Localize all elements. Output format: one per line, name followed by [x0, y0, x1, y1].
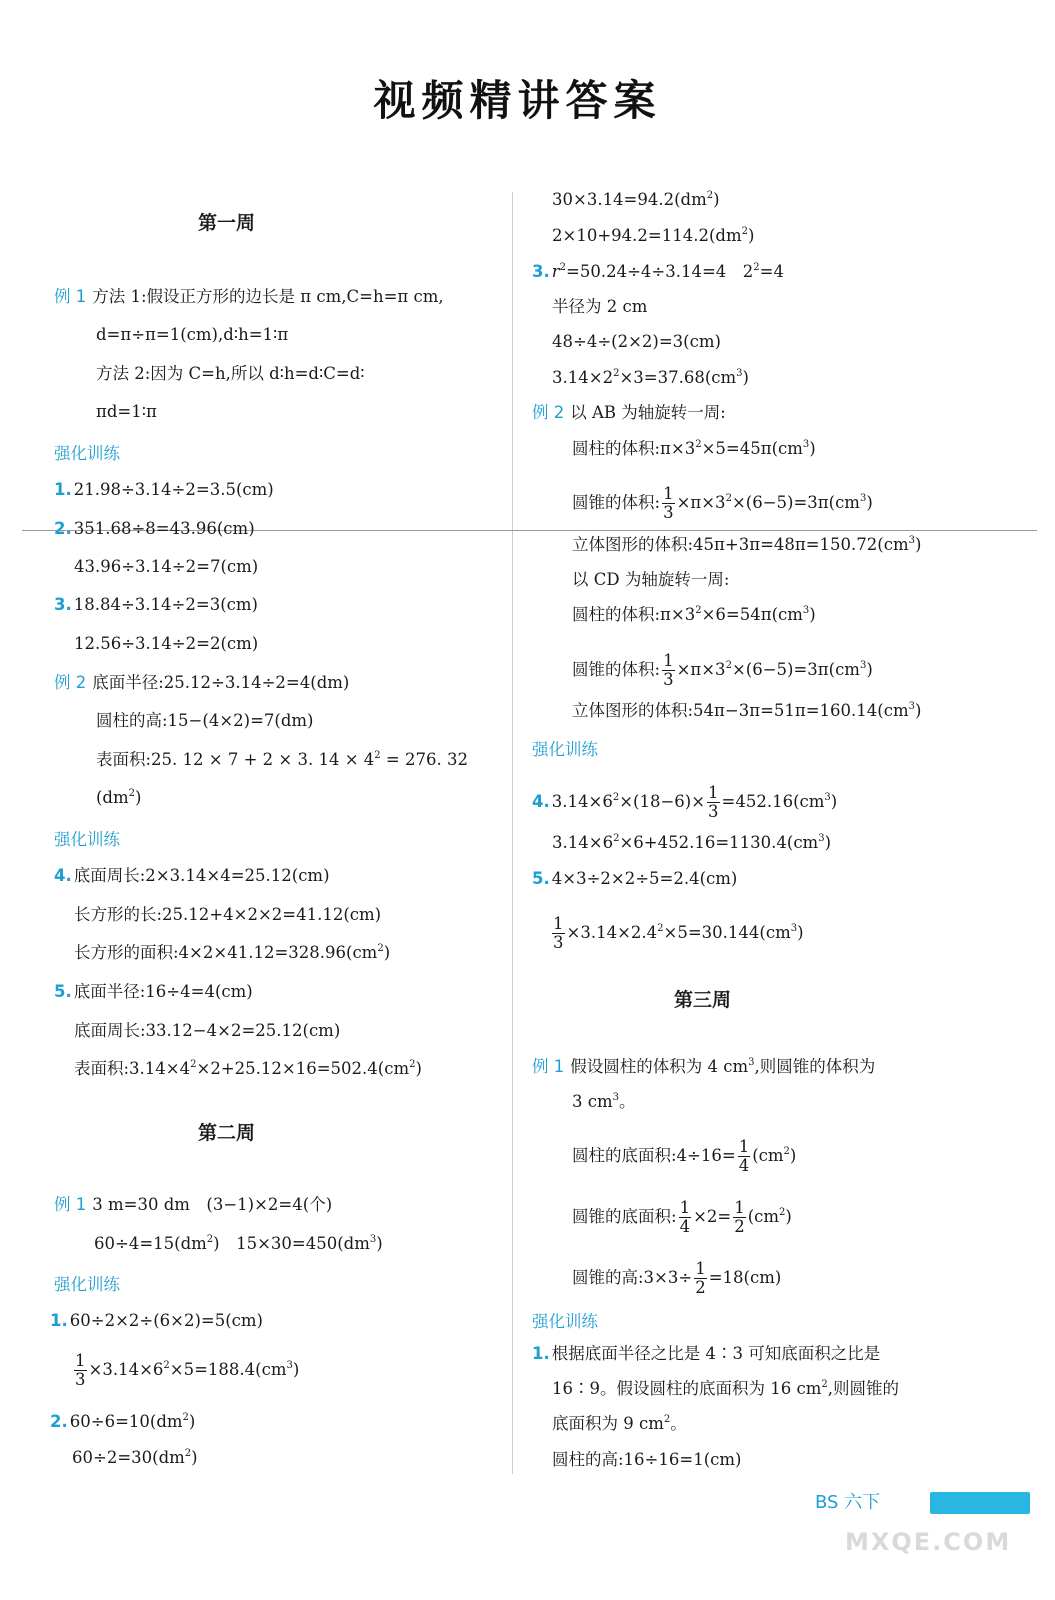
example-label: 例 1 — [54, 1195, 87, 1214]
answer-line — [552, 367, 749, 389]
superscript: 3 — [802, 605, 810, 616]
answer-text: ) — [376, 1234, 383, 1253]
item-number: 4. — [54, 866, 72, 885]
superscript: 2 — [741, 226, 748, 237]
superscript: 2 — [559, 262, 567, 273]
watermark: MXQE.COM — [845, 1528, 1012, 1556]
example-label: 例 1 — [532, 1057, 565, 1076]
answer-text: =50.24÷4÷3.14=4 2 — [566, 262, 754, 281]
answer-text: 3 m=30 dm (3−1)×2=4(个) — [92, 1195, 333, 1214]
answer-text: 长方形的面积:4×2×41.12=328.96(cm — [74, 943, 378, 962]
answer-line — [532, 261, 784, 283]
example-label: 例 1 — [54, 287, 87, 306]
answer-text: 假设圆柱的体积为 4 cm — [570, 1057, 749, 1076]
answer-text: ×(18−6)× — [619, 792, 706, 811]
answer-text: ) — [797, 923, 804, 942]
answer-line — [50, 1310, 263, 1332]
answer-text: 圆柱的体积:π×3 — [572, 439, 696, 458]
answer-text: 3.14×2 — [552, 368, 614, 387]
answer-text: 60÷2=30(dm — [72, 1448, 185, 1467]
item-number: 3. — [532, 262, 550, 281]
section-heading: 强化训练 — [532, 740, 598, 759]
answer-text: 30×3.14=94.2(dm — [552, 190, 707, 209]
superscript: 2 — [613, 833, 620, 844]
answer-text: 圆柱的底面积:4÷16= — [572, 1146, 736, 1165]
answer-line — [54, 865, 330, 887]
answer-text: 3 cm — [572, 1092, 613, 1111]
answer-text: 圆锥的体积: — [572, 660, 661, 679]
answer-text: 4×3÷2×2÷5=2.4(cm) — [551, 869, 738, 888]
superscript: 3 — [369, 1234, 377, 1245]
answer-text: ,则圆锥的 — [827, 1379, 899, 1398]
superscript: 2 — [657, 923, 664, 934]
answer-text: ) 15×30=450(dm — [213, 1234, 370, 1253]
answer-text: =18(cm) — [708, 1268, 782, 1287]
answer-line — [532, 784, 837, 821]
answer-line — [54, 594, 258, 616]
fraction: $\frac{1}{4}$ — [738, 1137, 750, 1175]
answer-line: 以 CD 为轴旋转一周: — [572, 570, 730, 589]
superscript: 3 — [612, 1092, 620, 1103]
answer-text: 60÷6=10(dm — [69, 1412, 183, 1431]
answer-text: ×2+25.12×16=502.4(cm — [196, 1059, 410, 1078]
answer-line: 半径为 2 cm — [552, 297, 648, 316]
superscript: 2 — [706, 190, 714, 201]
answer-line — [550, 915, 804, 952]
superscript: 2 — [695, 605, 702, 616]
superscript: 3 — [748, 1057, 755, 1068]
answer-line: πd=1∶π — [96, 402, 157, 421]
answer-text: ×(6−5)=3π(cm — [731, 660, 860, 679]
answer-text: ) — [866, 660, 873, 679]
answer-text: ×6=54π(cm — [701, 605, 803, 624]
answer-text: ×3.14×6 — [88, 1360, 164, 1379]
answer-line — [74, 1058, 422, 1080]
item-number: 1. — [50, 1311, 68, 1330]
answer-text: 圆锥的高:3×3÷ — [572, 1268, 693, 1287]
item-number: 4. — [532, 792, 550, 811]
superscript: 2 — [182, 1412, 189, 1423]
page-title: 视频精讲答案 — [373, 76, 662, 125]
week-heading: 第二周 — [198, 1122, 256, 1144]
answer-text: ) — [135, 788, 142, 807]
superscript: 2 — [128, 788, 136, 799]
answer-text: =452.16(cm — [721, 792, 825, 811]
fraction: $\frac{1}{2}$ — [734, 1198, 745, 1236]
superscript: 3 — [286, 1360, 293, 1371]
answer-text: ) — [713, 190, 720, 209]
superscript: 2 — [374, 750, 381, 761]
answer-text: 底面周长:2×3.14×4=25.12(cm) — [73, 866, 330, 885]
answer-line — [54, 1194, 332, 1216]
answer-line — [72, 1447, 198, 1469]
answer-line: 43.96÷3.14÷2=7(cm) — [74, 557, 259, 576]
answer-text: 立体图形的体积:54π−3π=51π=160.14(cm — [572, 701, 909, 720]
item-number: 5. — [54, 982, 72, 1001]
answer-text: 3.14×6 — [551, 792, 613, 811]
answer-text: =4 — [759, 262, 784, 281]
answer-line — [54, 286, 444, 308]
answer-line — [572, 534, 921, 556]
answer-line — [74, 942, 390, 964]
answer-text: ) — [809, 605, 816, 624]
fraction: $\frac{1}{4}$ — [679, 1198, 691, 1236]
superscript: 2 — [613, 368, 620, 379]
item-number: 1. — [54, 480, 72, 499]
answer-text: 351.68÷8=43.96(cm) — [73, 519, 255, 538]
answer-line — [552, 225, 754, 247]
answer-text: ) — [866, 493, 873, 512]
answer-line — [96, 787, 141, 809]
superscript: 2 — [821, 1379, 828, 1390]
answer-text: 表面积:25. 12 × 7 + 2 × 3. 14 × 4 — [96, 750, 375, 769]
superscript: 3 — [818, 833, 825, 844]
answer-line — [54, 479, 274, 501]
answer-text: 表面积:3.14×4 — [74, 1059, 191, 1078]
section-heading: 强化训练 — [54, 830, 120, 849]
week-heading: 第一周 — [198, 212, 256, 234]
answer-text: ×5=30.144(cm — [663, 923, 791, 942]
answer-text: ) — [747, 226, 755, 245]
answer-text: (cm — [752, 1146, 784, 1165]
answer-text: 圆柱的体积:π×3 — [572, 605, 696, 624]
answer-line: 方法 2:因为 C=h,所以 d∶h=d∶C=d∶ — [96, 364, 365, 383]
section-heading: 强化训练 — [54, 444, 120, 463]
answer-text: ) — [742, 368, 749, 387]
answer-text: 底面积为 9 cm — [552, 1414, 664, 1433]
superscript: 2 — [725, 493, 732, 504]
superscript: 3 — [908, 535, 915, 546]
fraction: $\frac{1}{3}$ — [75, 1351, 86, 1389]
answer-line — [572, 604, 816, 626]
answer-line — [54, 981, 253, 1003]
answer-line — [572, 1138, 796, 1175]
answer-text: 方法 1:假设正方形的边长是 π cm,C=h=π cm, — [92, 287, 444, 306]
answer-text: ×6+452.16=1130.4(cm — [619, 833, 819, 852]
answer-text: ,则圆锥的体积为 — [754, 1057, 876, 1076]
answer-line — [54, 518, 255, 540]
item-number: 2. — [50, 1412, 68, 1431]
footer-bar — [930, 1492, 1030, 1514]
answer-line: 底面周长:33.12−4×2=25.12(cm) — [74, 1021, 341, 1040]
superscript: 3 — [859, 660, 867, 671]
superscript: 2 — [783, 1146, 790, 1157]
example-label: 例 2 — [54, 673, 87, 692]
answer-text: ) — [915, 701, 922, 720]
answer-text: ×3.14×2.4 — [566, 923, 658, 942]
answer-line — [94, 1233, 383, 1255]
section-heading: 强化训练 — [54, 1275, 120, 1294]
superscript: 2 — [163, 1360, 170, 1371]
answer-text: 圆锥的体积: — [572, 493, 661, 512]
superscript: 2 — [184, 1448, 192, 1459]
answer-line — [552, 189, 720, 211]
answer-text: 根据底面半径之比是 4∶3 可知底面积之比是 — [551, 1344, 881, 1363]
answer-text: ) — [824, 833, 832, 852]
answer-line: 长方形的长:25.12+4×2×2=41.12(cm) — [74, 905, 382, 924]
answer-line — [532, 868, 737, 890]
answer-line — [552, 1413, 687, 1435]
answer-text: 18.84÷3.14÷2=3(cm) — [73, 595, 258, 614]
answer-text: = 276. 32 — [385, 750, 468, 769]
fraction: $\frac{1}{3}$ — [553, 914, 564, 952]
item-number: 3. — [54, 595, 72, 614]
superscript: 2 — [612, 792, 620, 803]
answer-text: ) — [830, 792, 838, 811]
answer-text: 以 AB 为轴旋转一周: — [570, 403, 726, 422]
superscript: 2 — [409, 1059, 416, 1070]
answer-text: ×(6−5)=3π(cm — [731, 493, 860, 512]
answer-text: 立体图形的体积:45π+3π=48π=150.72(cm — [572, 535, 909, 554]
answer-text: 2×10+94.2=114.2(dm — [552, 226, 742, 245]
superscript: 3 — [790, 923, 798, 934]
superscript: 2 — [779, 1207, 786, 1218]
answer-text: 16∶9。假设圆柱的底面积为 16 cm — [552, 1379, 822, 1398]
answer-text: ) — [785, 1207, 792, 1226]
answer-text: ) — [292, 1360, 300, 1379]
answer-text: ) — [188, 1412, 196, 1431]
footer-label: BS 六下 — [815, 1492, 881, 1513]
answer-text: ) — [383, 943, 391, 962]
answer-text: (dm — [96, 788, 129, 807]
answer-text: 底面半径:25.12÷3.14÷2=4(dm) — [92, 673, 350, 692]
answer-text: ) — [789, 1146, 797, 1165]
answer-line: d=π÷π=1(cm),d∶h=1∶π — [96, 325, 289, 344]
answer-text: ) — [915, 535, 922, 554]
superscript: 3 — [859, 493, 867, 504]
fraction: $\frac{1}{3}$ — [663, 651, 674, 689]
superscript: 3 — [908, 701, 915, 712]
section-heading: 强化训练 — [532, 1312, 598, 1331]
answer-line — [572, 485, 873, 522]
superscript: 2 — [725, 660, 732, 671]
superscript: 2 — [377, 943, 384, 954]
answer-text: 60÷4=15(dm — [94, 1234, 207, 1253]
superscript: 3 — [802, 439, 810, 450]
fraction: $\frac{1}{2}$ — [695, 1259, 706, 1297]
answer-text: 21.98÷3.14÷2=3.5(cm) — [73, 480, 274, 499]
answer-text: ×2= — [693, 1207, 732, 1226]
superscript: 2 — [663, 1414, 671, 1425]
answer-text: r — [551, 262, 560, 281]
answer-text: 60÷2×2÷(6×2)=5(cm) — [69, 1311, 263, 1330]
answer-text: 。 — [670, 1414, 687, 1433]
answer-line — [572, 1199, 792, 1236]
item-number: 5. — [532, 869, 550, 888]
answer-line — [96, 749, 468, 771]
superscript: 3 — [824, 792, 831, 803]
answer-line: 12.56÷3.14÷2=2(cm) — [74, 634, 259, 653]
answer-line — [572, 700, 921, 722]
answer-text: ) — [415, 1059, 422, 1078]
column-divider — [512, 192, 513, 1474]
item-number: 2. — [54, 519, 72, 538]
answer-text: 圆锥的底面积: — [572, 1207, 677, 1226]
answer-text: ×π×3 — [676, 660, 726, 679]
answer-line — [552, 832, 831, 854]
fraction: $\frac{1}{3}$ — [663, 484, 674, 522]
answer-line: 圆柱的高:15−(4×2)=7(dm) — [96, 711, 314, 730]
example-label: 例 2 — [532, 403, 565, 422]
answer-line — [532, 402, 726, 424]
answer-line — [532, 1056, 875, 1078]
answer-text: ×3=37.68(cm — [619, 368, 737, 387]
fraction: $\frac{1}{3}$ — [708, 783, 719, 821]
answer-text: 底面半径:16÷4=4(cm) — [73, 982, 253, 1001]
answer-line: 圆柱的高:16÷16=1(cm) — [552, 1450, 742, 1469]
superscript: 2 — [190, 1059, 197, 1070]
answer-text: (cm — [747, 1207, 780, 1226]
answer-line — [572, 438, 816, 460]
week-heading: 第三周 — [674, 989, 732, 1011]
answer-text: 。 — [619, 1092, 636, 1111]
superscript: 3 — [736, 368, 743, 379]
answer-line — [54, 672, 349, 694]
answer-line — [72, 1352, 299, 1389]
answer-text: ×π×3 — [676, 493, 726, 512]
answer-text: ) — [809, 439, 816, 458]
answer-line — [572, 1091, 636, 1113]
answer-text: ) — [191, 1448, 198, 1467]
answer-line: 48÷4÷(2×2)=3(cm) — [552, 332, 721, 351]
answer-line — [532, 1343, 880, 1365]
superscript: 2 — [695, 439, 702, 450]
answer-line — [50, 1411, 195, 1433]
answer-text: ×5=45π(cm — [701, 439, 803, 458]
answer-line — [552, 1378, 899, 1400]
answer-line — [572, 652, 873, 689]
superscript: 2 — [753, 262, 760, 273]
answer-line — [572, 1260, 781, 1297]
superscript: 2 — [206, 1234, 214, 1245]
item-number: 1. — [532, 1344, 550, 1363]
answer-text: 3.14×6 — [552, 833, 614, 852]
answer-text: ×5=188.4(cm — [169, 1360, 287, 1379]
